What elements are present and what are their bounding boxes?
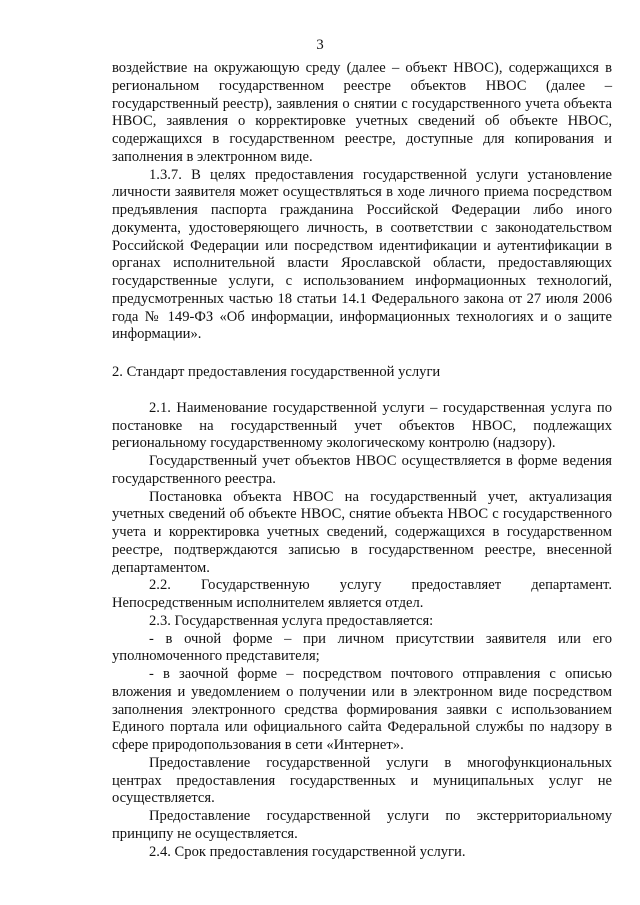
paragraph-2-3: 2.3. Государственная услуга предоставляется: [149, 612, 434, 629]
paragraph-state-accounting: Государственный учет объектов НВОС осуществляется в форме ведения государственного реестра. [112, 453, 612, 487]
list-item-in-person: - в очной форме – при личном присутствии заявителя или его уполномоченного представителя; [112, 630, 612, 665]
paragraph-1-3-7: 1.3.7. В целях предоставления государственной услуги установление личности заявителя может осуществляться в ходе личного приема посредством предъявления паспорта гражданина Российской Федерации либо иного документа, удостоверяющего личность, в соответствии с законодательством Российской Федерации или посредством идентификации и аутентификации в органах исполнительной власти Ярославской области, предоставляющих государственные услуги, с использованием информационных технологий, предусмотренных частью 18 статьи 14.1 Федерального закона от 27 июля 2006 года № 149-ФЗ «Об информации, информационных технологиях и о защите информации». [112, 166, 612, 343]
page-number: 3 [316, 37, 324, 53]
list-item-remote: - в заочной форме – посредством почтового отправления с описью вложения и уведомлением о получении или в электронном виде посредством заполнения электронного средства формирования заявки с использованием Единого портала или официального сайта Федеральной службы по надзору в сфере природопользования в сети «Интернет». [112, 666, 612, 753]
paragraph-mfc: Предоставление государственной услуги в многофункциональных центрах предоставления государственных и муниципальных услуг не осуществляется. [112, 754, 612, 807]
paragraph-extraterritorial: Предоставление государственной услуги по экстерриториальному принципу не осуществляется. [112, 808, 612, 842]
paragraph-2-4: 2.4. Срок предоставления государственной услуги. [149, 843, 466, 860]
document-body [112, 60, 612, 861]
paragraph-registration: Постановка объекта НВОС на государственный учет, актуализация учетных сведений об объекте НВОС, снятие объекта НВОС с государственного учета и корректировка учетных сведений, содержащихся в государственном реестре, подтверждаются записью в государственном реестре, внесенной департаментом. [112, 488, 612, 576]
paragraph-2-2: 2.2. Государственную услугу предоставляет департамент. Непосредственным исполнителем является отдел. [112, 577, 612, 611]
section-heading: 2. Стандарт предоставления государственной услуги [112, 364, 441, 380]
paragraph-2-1: 2.1. Наименование государственной услуги – государственная услуга по постановке на государственный учет объектов НВОС, подлежащих региональному государственному экологическому контролю (надзору). [112, 399, 612, 452]
paragraph-continuation: воздействие на окружающую среду (далее – объект НВОС), содержащихся в региональном государственном реестре объектов НВОС (далее – государственный реестр), заявления о снятии с государственного учета объекта НВОС, заявления о корректировке учетных сведений об объекте НВОС, содержащихся в государственном реестре, доступные для копирования и заполнения в электронном виде. [112, 60, 612, 165]
